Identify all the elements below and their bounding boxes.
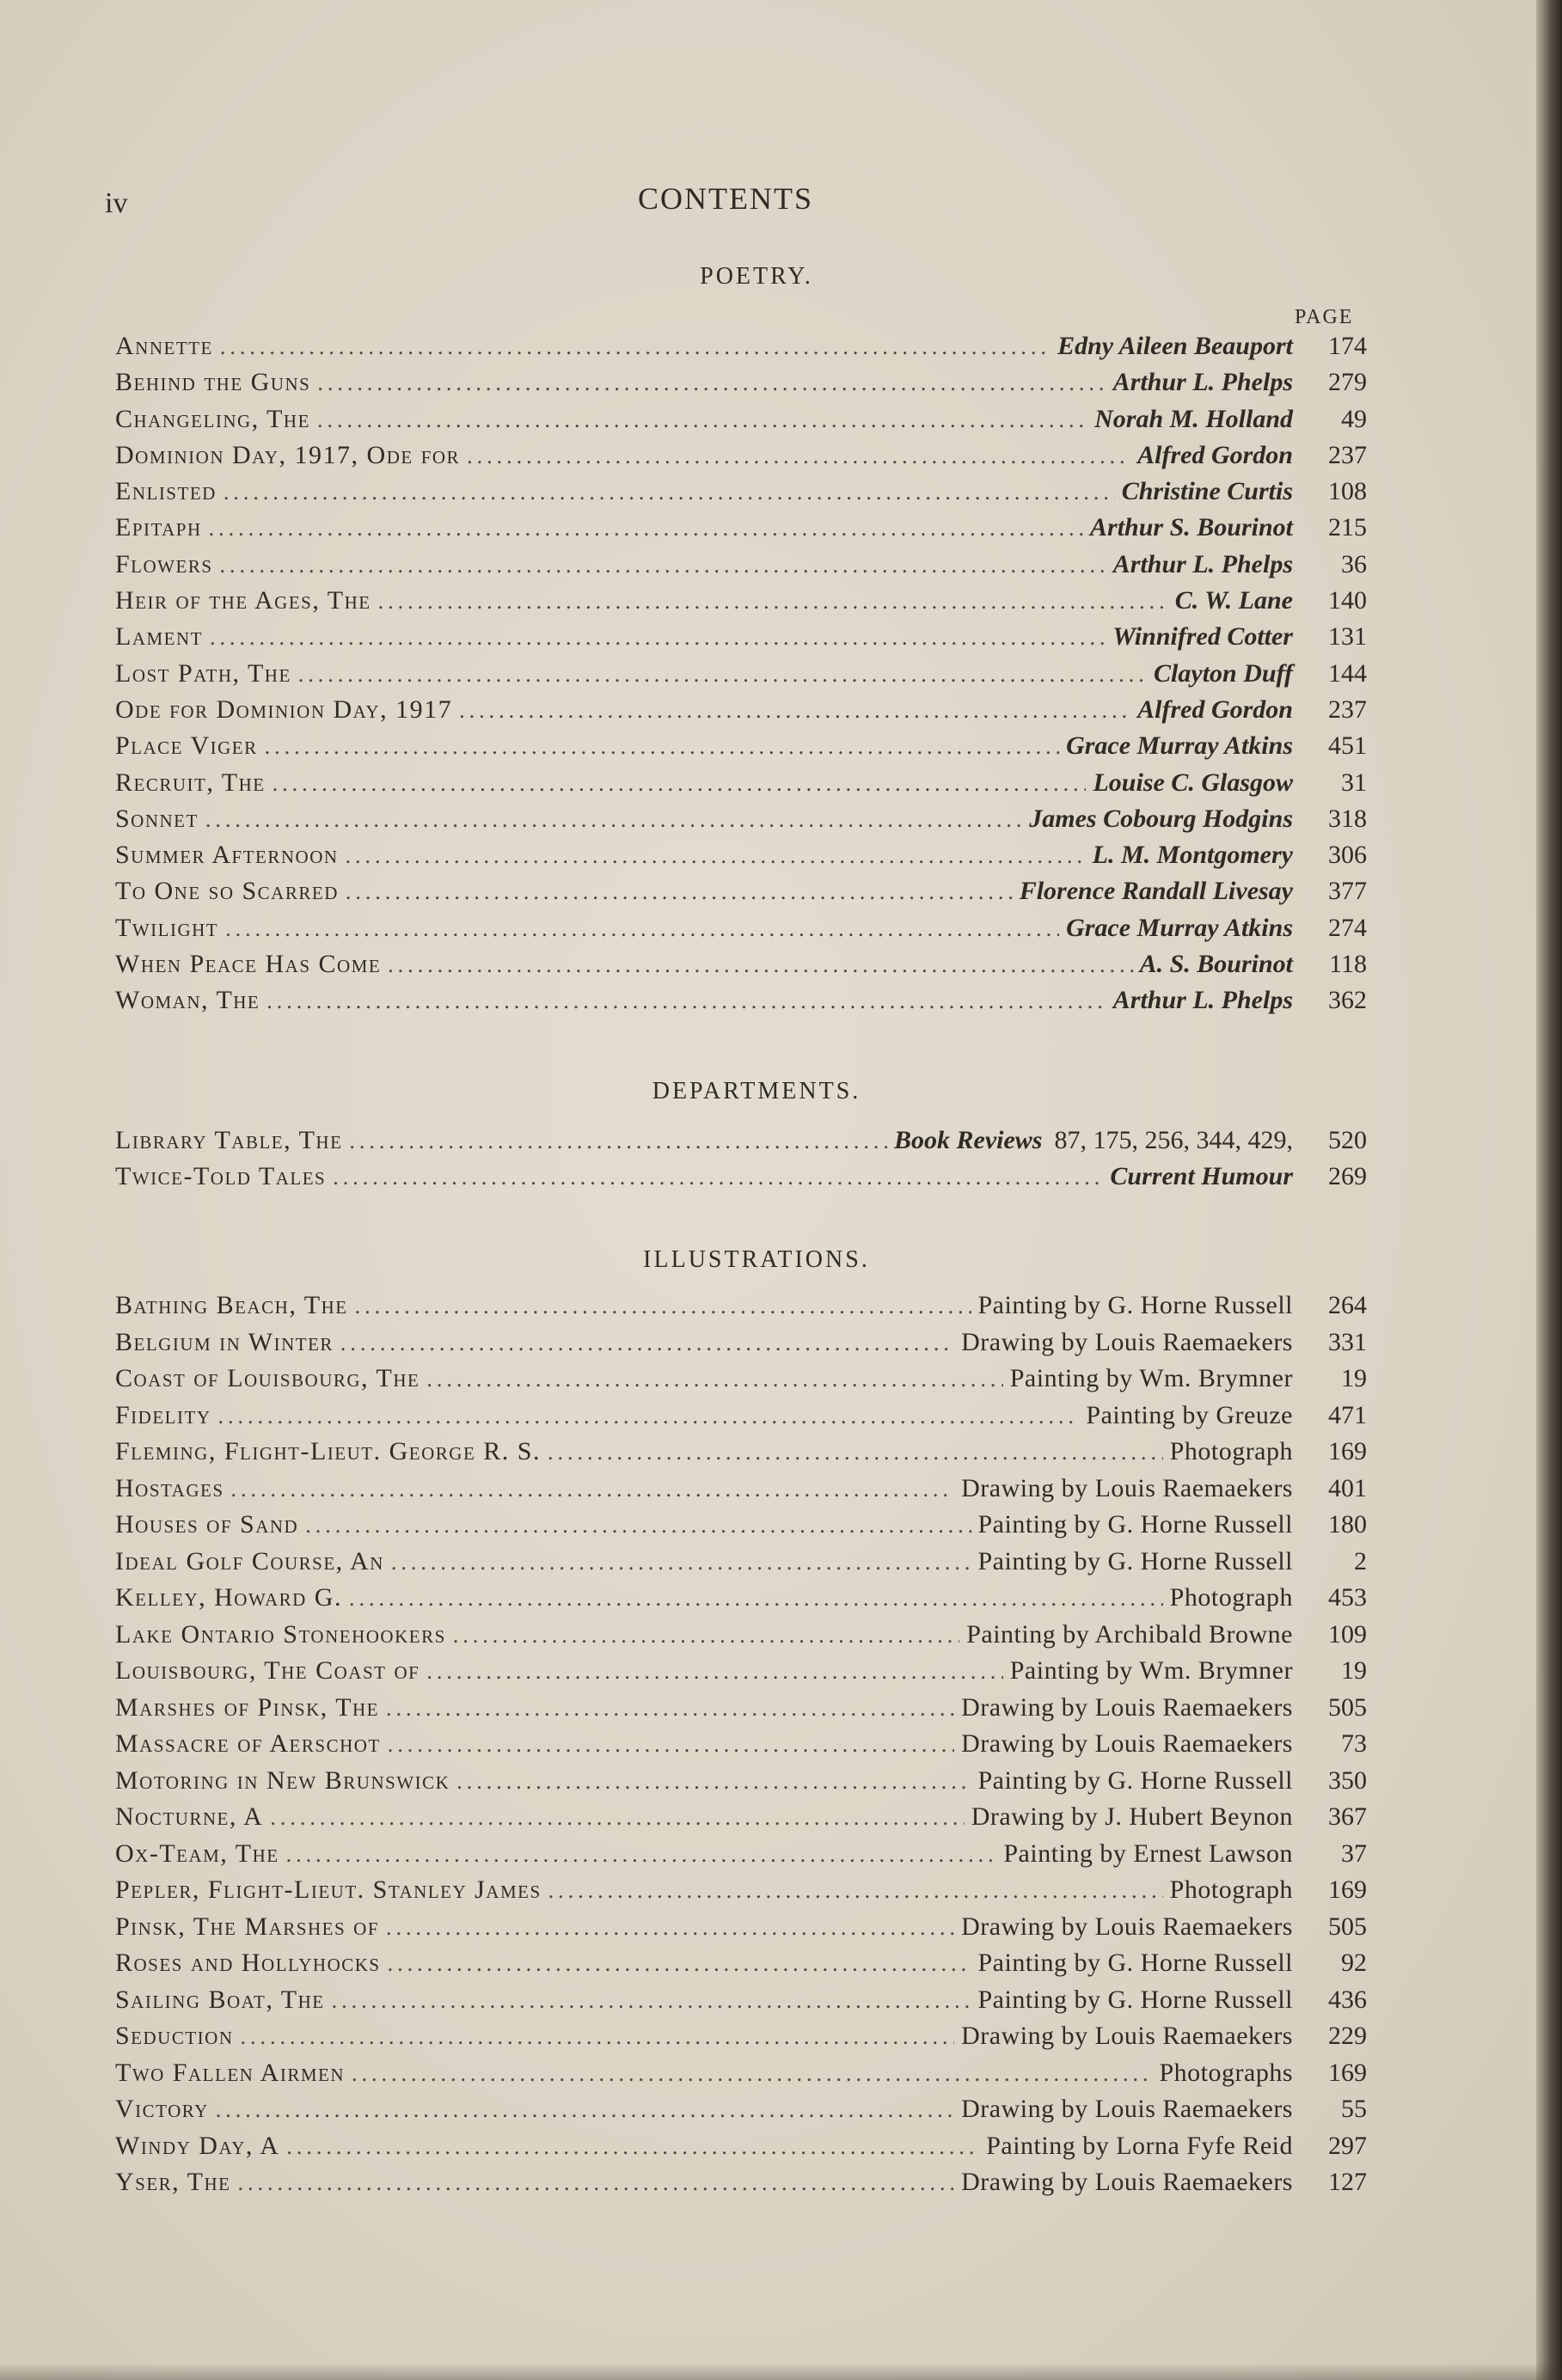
toc-entry: [115, 877, 1367, 913]
entry-credit: Drawing by J. Hubert Beynon: [971, 1802, 1293, 1831]
entry-page-number: 140: [1328, 586, 1367, 615]
toc-entry: [115, 768, 1367, 805]
entry-title: Roses and Hollyhocks: [115, 1949, 381, 1977]
toc-entry: [115, 550, 1367, 586]
entry-title: Kelley, Howard G.: [115, 1583, 342, 1612]
toc-entry: [115, 1162, 1367, 1198]
entry-page-number: 520: [1328, 1126, 1367, 1154]
dot-leader: [426, 1367, 1002, 1392]
illustrations-heading: ILLUSTRATIONS.: [643, 1246, 870, 1273]
entry-title: Marshes of Pinsk, The: [115, 1692, 380, 1722]
entry-title: Twice-Told Tales: [115, 1162, 327, 1190]
entry-page-number: 229: [1328, 2022, 1367, 2050]
entry-credit: Drawing by Louis Raemaekers: [961, 2095, 1293, 2123]
toc-entry: [115, 622, 1367, 658]
entry-credit: Drawing by Louis Raemaekers: [961, 2168, 1293, 2196]
toc-entry: [115, 659, 1367, 695]
entry-author: Florence Randall Livesay: [1019, 877, 1293, 906]
dot-leader: [209, 516, 1083, 541]
entry-title: Houses of Sand: [115, 1510, 299, 1539]
dot-leader: [388, 952, 1132, 978]
entry-title: To One so Scarred: [115, 877, 339, 906]
entry-credit: Painting by Ernest Lawson: [1003, 1839, 1293, 1868]
toc-entry: [115, 1364, 1367, 1401]
entry-page-number: 269: [1328, 1162, 1367, 1190]
dot-leader: [270, 1805, 964, 1831]
toc-entry: [115, 1474, 1367, 1511]
entry-author: Book Reviews: [894, 1126, 1043, 1154]
entry-credit: Drawing by Louis Raemaekers: [961, 1729, 1293, 1758]
dot-leader: [426, 1659, 1002, 1685]
dot-leader: [241, 2024, 955, 2050]
entry-author: C. W. Lane: [1174, 586, 1293, 615]
toc-entry: [115, 731, 1367, 768]
toc-entry: [115, 914, 1367, 950]
entry-author: Arthur S. Bourinot: [1090, 513, 1293, 542]
toc-entry: [115, 1875, 1367, 1912]
entry-author: Arthur L. Phelps: [1112, 986, 1293, 1015]
entry-title: Woman, The: [115, 986, 260, 1015]
dot-leader: [349, 1129, 887, 1154]
entry-page-number: 108: [1328, 477, 1367, 506]
entry-title: Belgium in Winter: [115, 1327, 334, 1356]
entry-author: Winnifred Cotter: [1112, 622, 1293, 652]
running-head: [0, 180, 1562, 223]
toc-entry: [115, 1729, 1367, 1766]
entry-title: Bathing Beach, The: [115, 1291, 348, 1319]
toc-entry: [115, 1766, 1367, 1803]
entry-page-number: 451: [1328, 731, 1367, 761]
toc-entry: [115, 1510, 1367, 1547]
toc-entry: [115, 1802, 1367, 1839]
dot-leader: [305, 1513, 971, 1539]
entry-title: Yser, The: [115, 2168, 231, 2196]
entry-credit: Photograph: [1169, 1437, 1293, 1465]
entry-page-number: 169: [1328, 2058, 1367, 2087]
dot-leader: [352, 2061, 1153, 2087]
entry-title: Two Fallen Airmen: [115, 2058, 345, 2087]
dot-leader: [349, 1586, 1163, 1612]
entry-title: Sonnet: [115, 804, 199, 833]
dot-leader: [273, 771, 1087, 797]
entry-page-number: 279: [1328, 368, 1367, 397]
toc-entry: [115, 2059, 1367, 2096]
entry-page-number: 306: [1328, 841, 1367, 870]
entry-page-number: 169: [1328, 1875, 1367, 1904]
entry-credit: Painting by G. Horne Russell: [977, 1949, 1293, 1977]
dot-leader: [459, 698, 1130, 724]
toc-entry: [115, 2022, 1367, 2059]
entry-title: Louisbourg, The Coast of: [115, 1656, 420, 1685]
entry-page-number: 453: [1328, 1583, 1367, 1612]
entry-credit: Drawing by Louis Raemaekers: [961, 2022, 1293, 2050]
toc-entry: [115, 586, 1367, 622]
entry-page-number: 377: [1328, 877, 1367, 906]
entry-page-number: 331: [1328, 1327, 1367, 1356]
entry-credit: Painting by G. Horne Russell: [977, 1546, 1293, 1575]
dot-leader: [216, 2097, 954, 2123]
dot-leader: [386, 1915, 954, 1941]
toc-entry: [115, 441, 1367, 477]
entry-title: Place Viger: [115, 731, 258, 761]
entry-page-number: 169: [1328, 1437, 1367, 1465]
entry-page-number: 19: [1341, 1364, 1367, 1392]
entry-page-number: 127: [1328, 2168, 1367, 2196]
book-spine-shadow: [1536, 0, 1562, 2380]
toc-entry: [115, 986, 1367, 1022]
entry-credit: Painting by G. Horne Russell: [977, 1291, 1293, 1319]
departments-list: [115, 1126, 1367, 1198]
toc-entry: [115, 1547, 1367, 1584]
entry-credit: Painting by Wm. Brymner: [1009, 1656, 1293, 1685]
dot-leader: [286, 2134, 979, 2160]
dot-leader: [317, 407, 1087, 433]
entry-page-number: 131: [1328, 622, 1367, 652]
toc-entry: [115, 1437, 1367, 1474]
entry-page-number: 505: [1328, 1692, 1367, 1722]
toc-entry: [115, 477, 1367, 513]
dot-leader: [346, 843, 1086, 869]
entry-credit: Drawing by Louis Raemaekers: [961, 1473, 1293, 1502]
entry-credit: Painting by Lorna Fyfe Reid: [986, 2131, 1293, 2160]
entry-credit: Painting by Wm. Brymner: [1009, 1364, 1293, 1392]
dot-leader: [467, 444, 1130, 469]
toc-entry: [115, 1583, 1367, 1620]
dot-leader: [548, 1878, 1163, 1904]
entry-page-number: 180: [1328, 1510, 1367, 1539]
entry-title: Flowers: [115, 549, 213, 578]
dot-leader: [231, 1477, 955, 1502]
toc-entry: [115, 368, 1367, 404]
entry-credit: Painting by G. Horne Russell: [977, 1510, 1293, 1539]
entry-page-number: 174: [1328, 332, 1367, 360]
toc-entry: [115, 1839, 1367, 1876]
entry-page-number: 401: [1328, 1473, 1367, 1502]
entry-title: Pinsk, The Marshes of: [115, 1912, 380, 1941]
entry-page-number: 264: [1328, 1291, 1367, 1319]
toc-entry: [115, 1949, 1367, 1985]
entry-page-number: 73: [1341, 1729, 1367, 1758]
dot-leader: [266, 988, 1106, 1014]
entry-title: Fidelity: [115, 1400, 211, 1429]
entry-page-number: 92: [1341, 1949, 1367, 1977]
dot-leader: [225, 916, 1059, 942]
entry-author: A. S. Bourinot: [1139, 950, 1293, 979]
entry-credit: Photograph: [1169, 1583, 1293, 1612]
dot-leader: [205, 807, 1022, 833]
entry-author: Alfred Gordon: [1137, 694, 1293, 724]
entry-author: Arthur L. Phelps: [1112, 549, 1293, 578]
entry-title: Victory: [115, 2095, 209, 2123]
entry-title: Pepler, Flight-Lieut. Stanley James: [115, 1875, 542, 1904]
entry-page-number: 31: [1341, 768, 1367, 797]
entry-author: Clayton Duff: [1154, 658, 1293, 688]
toc-entry: [115, 1328, 1367, 1365]
entry-page-number: 297: [1328, 2131, 1367, 2160]
entry-title: Behind the Guns: [115, 368, 311, 397]
entry-page-number: 505: [1328, 1912, 1367, 1941]
entry-title: Massacre of Aerschot: [115, 1729, 381, 1758]
toc-entry: [115, 1126, 1367, 1162]
entry-title: Heir of the Ages, The: [115, 586, 371, 615]
entry-title: Lake Ontario Stonehookers: [115, 1619, 446, 1649]
toc-entry: [115, 1693, 1367, 1730]
toc-entry: [115, 332, 1367, 368]
entry-title: Hostages: [115, 1473, 224, 1502]
toc-entry: [115, 1401, 1367, 1438]
dot-leader: [548, 1440, 1163, 1465]
page-column-label: PAGE: [1295, 306, 1354, 328]
dot-leader: [378, 589, 1168, 615]
entry-title: Ode for Dominion Day, 1917: [115, 694, 453, 724]
page-edge-shadow: [0, 2363, 1562, 2380]
entry-page-number: 36: [1341, 549, 1367, 578]
entry-title: Fleming, Flight-Lieut. George R. S.: [115, 1437, 541, 1465]
entry-title: Ox-Team, The: [115, 1839, 279, 1868]
entry-title: Epitaph: [115, 513, 202, 542]
entry-author: Norah M. Holland: [1094, 404, 1293, 433]
toc-entry: [115, 1985, 1367, 2022]
entry-title: Recruit, The: [115, 768, 266, 797]
entry-author: Louise C. Glasgow: [1093, 768, 1293, 797]
entry-author: Current Humour: [1110, 1162, 1293, 1190]
dot-leader: [340, 1331, 954, 1356]
dot-leader: [237, 2170, 954, 2196]
poetry-heading: POETRY.: [700, 263, 813, 290]
entry-title: Annette: [115, 332, 213, 360]
dot-leader: [332, 1988, 971, 2014]
entry-page-number: 367: [1328, 1802, 1367, 1831]
entry-page-number: 215: [1328, 513, 1367, 542]
entry-author: Christine Curtis: [1121, 477, 1293, 506]
toc-entry: [115, 841, 1367, 877]
toc-entry: [115, 513, 1367, 549]
page-title: CONTENTS: [638, 181, 813, 216]
dot-leader: [218, 1404, 1080, 1429]
entry-page-number: 49: [1341, 404, 1367, 433]
entry-title: Ideal Golf Course, An: [115, 1546, 384, 1575]
entry-page-number: 19: [1341, 1656, 1367, 1685]
entry-page-number: 109: [1328, 1619, 1367, 1649]
entry-title: Motoring in New Brunswick: [115, 1765, 450, 1795]
entry-credit: Photograph: [1169, 1875, 1293, 1904]
dot-leader: [456, 1769, 971, 1795]
dot-leader: [220, 334, 1051, 360]
entry-author: Grace Murray Atkins: [1066, 913, 1293, 942]
entry-credit: Drawing by Louis Raemaekers: [961, 1912, 1293, 1941]
entry-title: Windy Day, A: [115, 2131, 280, 2160]
entry-title: Seduction: [115, 2022, 234, 2050]
entry-page-number: 55: [1341, 2095, 1367, 2123]
entry-page-number: 118: [1329, 950, 1367, 979]
entry-page-number: 350: [1328, 1765, 1367, 1795]
departments-heading: DEPARTMENTS.: [652, 1078, 861, 1104]
entry-title: Library Table, The: [115, 1126, 343, 1154]
dot-leader: [333, 1165, 1103, 1190]
toc-entry: [115, 2168, 1367, 2205]
entry-title: Lost Path, The: [115, 658, 291, 688]
entry-page-number: 2: [1354, 1546, 1367, 1575]
entry-issue-pages: 87, 175, 256, 344, 429,: [1054, 1126, 1293, 1154]
entry-author: Alfred Gordon: [1137, 440, 1293, 469]
dot-leader: [224, 480, 1115, 505]
toc-entry: [115, 950, 1367, 986]
toc-entry: [115, 1656, 1367, 1693]
entry-page-number: 237: [1328, 694, 1367, 724]
entry-page-number: 274: [1328, 913, 1367, 942]
entry-author: Edny Aileen Beauport: [1057, 332, 1293, 360]
entry-title: When Peace Has Come: [115, 950, 382, 979]
entry-credit: Photographs: [1159, 2058, 1293, 2087]
dot-leader: [317, 370, 1106, 396]
toc-entry: [115, 805, 1367, 841]
entry-page-number: 318: [1328, 804, 1367, 833]
entry-page-number: 471: [1328, 1400, 1367, 1429]
entry-page-number: 144: [1328, 658, 1367, 688]
toc-entry: [115, 1912, 1367, 1949]
poetry-list: [115, 332, 1367, 1023]
entry-page-number: 237: [1328, 440, 1367, 469]
entry-credit: Painting by Archibald Browne: [966, 1619, 1293, 1649]
toc-entry: [115, 2095, 1367, 2132]
toc-entry: [115, 1291, 1367, 1328]
dot-leader: [286, 1842, 997, 1868]
entry-title: Dominion Day, 1917, Ode for: [115, 440, 461, 469]
entry-title: Twilight: [115, 913, 219, 942]
entry-title: Summer Afternoon: [115, 841, 339, 870]
entry-page-number: 37: [1341, 1839, 1367, 1868]
entry-credit: Painting by G. Horne Russell: [977, 1765, 1293, 1795]
dot-leader: [265, 734, 1059, 760]
entry-page-number: 436: [1328, 1985, 1367, 2014]
entry-title: Lament: [115, 622, 203, 652]
dot-leader: [388, 1951, 971, 1977]
dot-leader: [298, 662, 1147, 688]
entry-credit: Drawing by Louis Raemaekers: [961, 1327, 1293, 1356]
dot-leader: [346, 879, 1013, 905]
entry-title: Coast of Louisbourg, The: [115, 1364, 420, 1392]
entry-title: Sailing Boat, The: [115, 1985, 325, 2014]
toc-entry: [115, 1620, 1367, 1657]
entry-page-number: 362: [1328, 986, 1367, 1015]
toc-entry: [115, 405, 1367, 441]
dot-leader: [388, 1732, 954, 1758]
toc-entry: [115, 695, 1367, 731]
illustrations-list: [115, 1291, 1367, 2205]
entry-credit: Painting by Greuze: [1086, 1400, 1293, 1429]
entry-author: Arthur L. Phelps: [1112, 368, 1293, 397]
entry-title: Enlisted: [115, 477, 217, 506]
dot-leader: [453, 1623, 959, 1649]
entry-credit: Drawing by Louis Raemaekers: [961, 1692, 1293, 1722]
entry-author: L. M. Montgomery: [1092, 841, 1293, 870]
dot-leader: [210, 625, 1106, 651]
entry-author: James Cobourg Hodgins: [1029, 804, 1293, 833]
entry-author: Grace Murray Atkins: [1066, 731, 1293, 761]
entry-credit: Painting by G. Horne Russell: [977, 1985, 1293, 2014]
page-number: iv: [105, 187, 128, 219]
toc-entry: [115, 2132, 1367, 2169]
dot-leader: [391, 1550, 971, 1575]
entry-title: Nocturne, A: [115, 1802, 264, 1831]
dot-leader: [220, 553, 1106, 578]
dot-leader: [355, 1294, 971, 1319]
dot-leader: [386, 1696, 954, 1722]
entry-title: Changeling, The: [115, 404, 310, 433]
